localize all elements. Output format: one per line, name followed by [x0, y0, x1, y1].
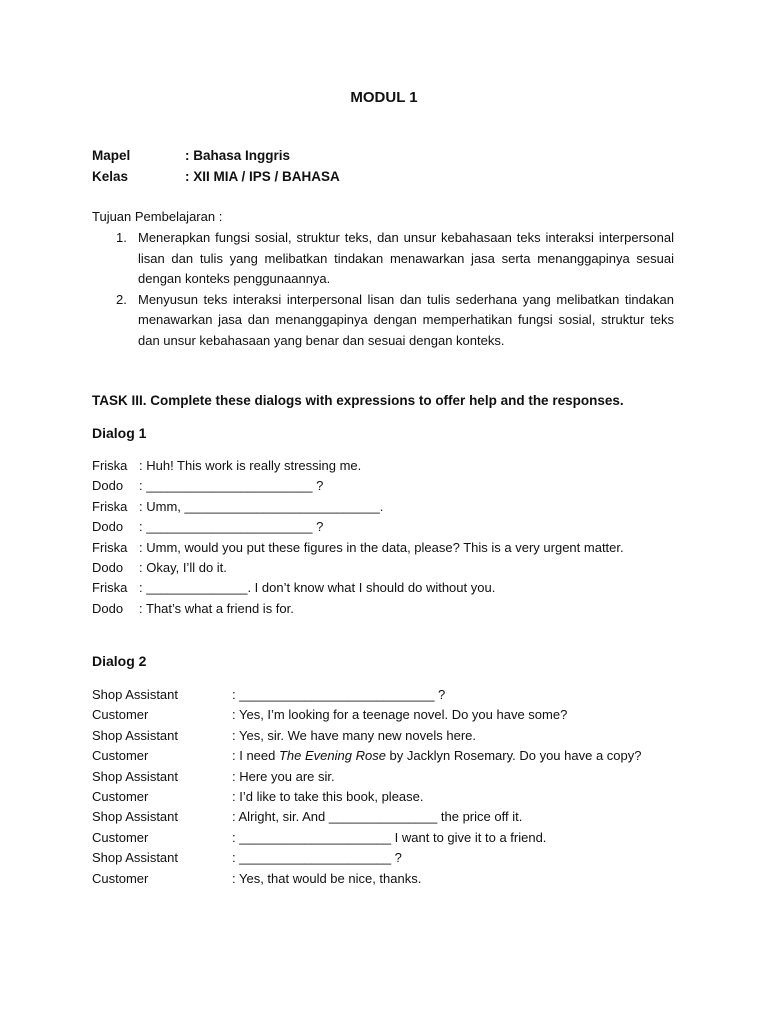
- meta-key: Kelas: [92, 169, 129, 184]
- meta-key: Mapel: [92, 148, 131, 163]
- dialog1-lines: [92, 456, 624, 619]
- dialog-line: [92, 476, 624, 496]
- dialog-line: [92, 787, 641, 807]
- line-text: : Umm, ___________________________.: [139, 498, 384, 514]
- book-title: The Evening Rose: [278, 748, 386, 764]
- task-title: TASK III. Complete these dialogs with expressions to offer help and the responses.: [92, 393, 624, 408]
- speaker-name: Customer: [92, 707, 149, 723]
- objective-item: [92, 228, 674, 290]
- speaker-name: Dodo: [92, 519, 124, 535]
- line-text: : ______________. I don’t know what I should do without you.: [139, 580, 496, 596]
- objective-number: 2.: [116, 291, 127, 307]
- line-text: : _______________________ ?: [139, 478, 324, 494]
- dialog-line: [92, 685, 641, 705]
- line-text: [232, 748, 641, 763]
- line-text: : Here you are sir.: [232, 768, 335, 784]
- dialog-line: [92, 517, 624, 537]
- speaker-name: Shop Assistant: [92, 809, 178, 825]
- dialog-line: [92, 578, 624, 598]
- speaker-name: Shop Assistant: [92, 850, 178, 866]
- dialog-line: [92, 807, 641, 827]
- speaker-name: Dodo: [92, 600, 124, 616]
- objective-number: 1.: [116, 230, 127, 245]
- dialog1-heading: Dialog 1: [92, 425, 147, 441]
- speaker-name: Customer: [92, 870, 149, 886]
- line-text: : ___________________________ ?: [232, 687, 446, 702]
- objectives-heading: Tujuan Pembelajaran :: [92, 209, 223, 224]
- dialog-line: [92, 456, 624, 476]
- speaker-name: Shop Assistant: [92, 727, 178, 743]
- meta-value: : XII MIA / IPS / BAHASA: [185, 169, 340, 184]
- speaker-name: Shop Assistant: [92, 768, 178, 784]
- speaker-name: Dodo: [92, 559, 124, 575]
- line-text: : I’d like to take this book, please.: [232, 788, 424, 804]
- dialog-line: [92, 497, 624, 517]
- line-text: : _______________________ ?: [139, 519, 324, 535]
- dialog-line: [92, 705, 641, 725]
- dialog-line: [92, 767, 641, 787]
- line-text: : Okay, I’ll do it.: [139, 559, 227, 575]
- line-text: : Alright, sir. And _______________ the price off it.: [232, 809, 523, 825]
- dialog-line: [92, 599, 624, 619]
- dialog-line: [92, 828, 641, 848]
- line-text-post: by Jacklyn Rosemary. Do you have a copy?: [385, 748, 642, 764]
- speaker-name: Customer: [92, 748, 149, 764]
- speaker-name: Shop Assistant: [92, 687, 178, 702]
- line-text: : Yes, I’m looking for a teenage novel. Do you have some?: [232, 707, 568, 723]
- speaker-name: Friska: [92, 539, 128, 555]
- dialog2-heading: Dialog 2: [92, 653, 147, 669]
- line-text: : _____________________ ?: [232, 850, 402, 866]
- page-title: MODUL 1: [350, 89, 418, 106]
- line-text: : Huh! This work is really stressing me.: [139, 458, 362, 473]
- objective-item: [92, 290, 674, 352]
- meta-value: : Bahasa Inggris: [185, 148, 291, 163]
- speaker-name: Friska: [92, 498, 128, 514]
- speaker-name: Customer: [92, 788, 149, 804]
- dialog-line: [92, 869, 641, 889]
- dialog-line: [92, 538, 624, 558]
- line-text: : Yes, that would be nice, thanks.: [232, 870, 422, 886]
- dialog2-lines: [92, 685, 641, 889]
- dialog-line: [92, 746, 641, 766]
- objective-text: Menerapkan fungsi sosial, struktur teks, dan unsur kebahasaan teks interaksi interpersonal lisan dan tulis yang melibatkan tindakan menawarkan jasa serta menanggapinya sesuai dengan konteks penggunaannya.: [138, 230, 674, 286]
- line-text: : That’s what a friend is for.: [139, 600, 294, 616]
- line-text: : Yes, sir. We have many new novels here.: [232, 727, 477, 743]
- speaker-name: Friska: [92, 580, 128, 596]
- meta-row-class: [92, 169, 340, 184]
- meta-row-subject: [92, 148, 290, 163]
- dialog-line: [92, 726, 641, 746]
- speaker-name: Dodo: [92, 478, 124, 494]
- speaker-name: Customer: [92, 829, 149, 845]
- line-text-pre: : I need: [232, 748, 279, 764]
- speaker-name: Friska: [92, 458, 128, 473]
- objective-text: Menyusun teks interaksi interpersonal lisan dan tulis sederhana yang melibatkan tindakan menawarkan jasa dan menanggapinya dengan memperhatikan fungsi sosial, struktur teks dan unsur kebahasaan yang benar dan sesuai dengan konteks.: [138, 291, 674, 348]
- objectives-list: [92, 228, 674, 351]
- dialog-line: [92, 848, 641, 868]
- line-text: : Umm, would you put these figures in the data, please? This is a very urgent matter.: [139, 539, 624, 555]
- dialog-line: [92, 558, 624, 578]
- line-text: : _____________________ I want to give it to a friend.: [232, 829, 547, 845]
